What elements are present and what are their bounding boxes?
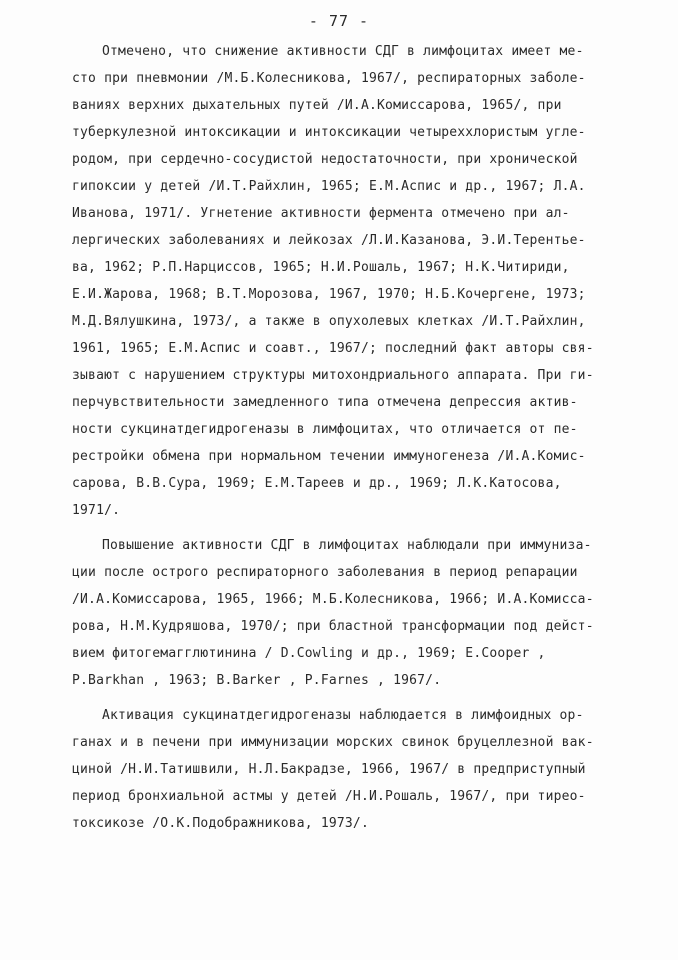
- text-line: 1971/.: [72, 503, 121, 518]
- paragraph-3: [72, 702, 612, 837]
- text-line: циной /Н.И.Татишвили, Н.Л.Бакрадзе, 1966, 1967/ в предприступный: [72, 762, 586, 777]
- text-line: Активация сукцинатдегидрогеназы наблюдается в лимфоидных ор-: [102, 708, 584, 723]
- text-line: лергических заболеваниях и лейкозах /Л.И.Казанова, Э.И.Терентье-: [72, 233, 586, 248]
- text-line: /И.А.Комиссарова, 1965, 1966; М.Б.Колесникова, 1966; И.А.Комисса-: [72, 592, 594, 607]
- text-line: вием фитогемагглютинина / D.Cowling и др., 1969; E.Cooper ,: [72, 646, 546, 661]
- text-line: Отмечено, что снижение активности СДГ в лимфоцитах имеет ме-: [102, 44, 584, 59]
- text-line: сто при пневмонии /М.Б.Колесникова, 1967/, респираторных заболе-: [72, 71, 586, 86]
- text-line: период бронхиальной астмы у детей /Н.И.Рошаль, 1967/, при тирео-: [72, 789, 586, 804]
- text-line: рестройки обмена при нормальном течении иммуногенеза /И.А.Комис-: [72, 449, 586, 464]
- text-line: ности сукцинатдегидрогеназы в лимфоцитах, что отличается от пе-: [72, 422, 578, 437]
- text-line: Е.И.Жарова, 1968; В.Т.Морозова, 1967, 1970; Н.Б.Кочергене, 1973;: [72, 287, 586, 302]
- text-line: P.Barkhan , 1963; B.Barker , P.Farnes , 1967/.: [72, 673, 442, 688]
- paragraph-1: [72, 38, 612, 524]
- text-line: Иванова, 1971/. Угнетение активности фермента отмечено при ал-: [72, 206, 570, 221]
- text-line: зывают с нарушением структуры митохондриального аппарата. При ги-: [72, 368, 594, 383]
- text-line: родом, при сердечно-сосудистой недостаточности, при хронической: [72, 152, 578, 167]
- text-line: гипоксии у детей /И.Т.Райхлин, 1965; Е.М.Аспис и др., 1967; Л.А.: [72, 179, 586, 194]
- text-line: ганах и в печени при иммунизации морских свинок бруцеллезной вак-: [72, 735, 594, 750]
- paragraph-gap: [72, 524, 612, 532]
- paragraph-gap: [72, 694, 612, 702]
- text-line: перчувствительности замедленного типа отмечена депрессия актив-: [72, 395, 578, 410]
- text-line: Повышение активности СДГ в лимфоцитах наблюдали при иммуниза-: [102, 538, 592, 553]
- text-line: ва, 1962; Р.П.Нарциссов, 1965; Н.И.Рошаль, 1967; Н.К.Читириди,: [72, 260, 570, 275]
- text-line: сарова, В.В.Сура, 1969; Е.М.Тареев и др., 1969; Л.К.Катосова,: [72, 476, 562, 491]
- paragraph-2: [72, 532, 612, 694]
- text-line: 1961, 1965; Е.М.Аспис и соавт., 1967/; последний факт авторы свя-: [72, 341, 594, 356]
- body-text: [72, 38, 612, 837]
- page-number: - 77 -: [308, 12, 370, 30]
- text-line: ции после острого респираторного заболевания в период репарации: [72, 565, 578, 580]
- text-line: туберкулезной интоксикации и интоксикации четыреххлористым угле-: [72, 125, 586, 140]
- text-line: токсикозе /О.К.Подображникова, 1973/.: [72, 816, 369, 831]
- text-line: М.Д.Вялушкина, 1973/, а также в опухолевых клетках /И.Т.Райхлин,: [72, 314, 586, 329]
- text-line: рова, Н.М.Кудряшова, 1970/; при бластной трансформации под дейст-: [72, 619, 594, 634]
- text-line: ваниях верхних дыхательных путей /И.А.Комиссарова, 1965/, при: [72, 98, 562, 113]
